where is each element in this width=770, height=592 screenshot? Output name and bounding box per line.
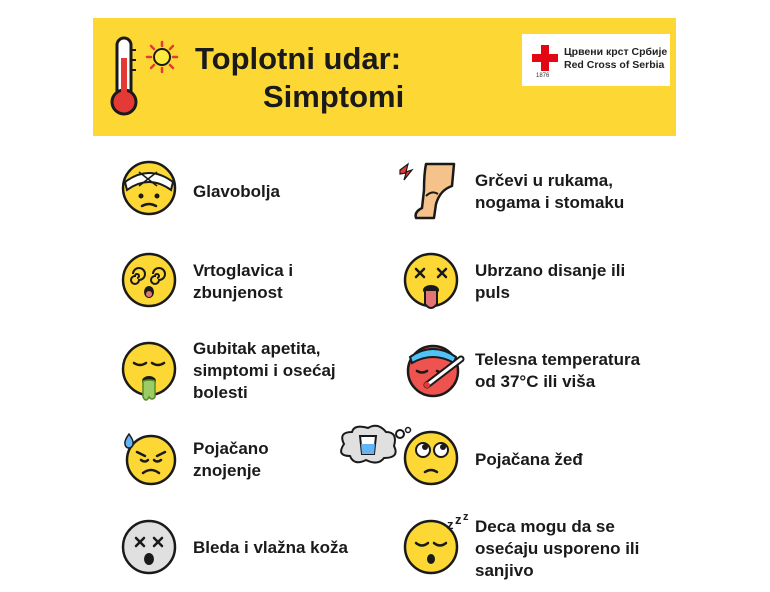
water-glass-thought-bubble-icon <box>334 424 412 468</box>
label-line: Gubitak apetita, <box>193 339 321 358</box>
symptom-label <box>193 537 348 559</box>
label-line: Bleda i vlažna koža <box>193 538 348 557</box>
label-line: znojenje <box>193 461 262 480</box>
label-line: Glavobolja <box>193 182 280 201</box>
panting-face-icon <box>403 252 459 312</box>
symptom-label <box>193 438 269 482</box>
svg-text:z: z <box>447 517 454 532</box>
sleepy-face-icon <box>403 513 475 575</box>
label-line: Pojačana žeđ <box>475 450 583 469</box>
label-line: Pojačano <box>193 439 269 458</box>
logo-text <box>564 46 667 72</box>
red-cross-icon <box>532 45 558 71</box>
label-line: zbunjenost <box>193 283 283 302</box>
thermometer-icon <box>107 36 141 118</box>
dizzy-face-icon <box>121 252 177 308</box>
label-line: nogama i stomaku <box>475 193 625 212</box>
sun-icon <box>145 40 179 74</box>
symptom-label <box>193 338 336 404</box>
pale-face-icon <box>121 519 177 575</box>
header-banner <box>93 18 676 136</box>
sweating-face-icon <box>121 430 177 486</box>
label-line: Grčevi u rukama, <box>475 171 613 190</box>
symptom-label <box>193 181 280 203</box>
label-line: Vrtoglavica i <box>193 261 294 280</box>
label-line: bolesti <box>193 383 248 402</box>
title-line-1: Toplotni udar: <box>195 41 402 76</box>
logo-line-2: Red Cross of Serbia <box>564 59 665 71</box>
logo-line-1: Црвени крст Србије <box>564 46 668 58</box>
label-line: Telesna temperatura <box>475 350 641 369</box>
label-line: osećaju usporeno ili <box>475 539 640 558</box>
label-line: puls <box>475 283 510 302</box>
bandaged-head-face-icon <box>121 160 177 216</box>
symptom-label <box>475 516 639 582</box>
page-title <box>195 40 404 116</box>
symptom-label <box>193 260 293 304</box>
label-line: sanjivo <box>475 561 534 580</box>
fever-thermometer-face-icon <box>403 339 465 399</box>
symptom-label <box>475 260 625 304</box>
symptom-label <box>475 449 583 471</box>
title-line-2: Simptomi <box>263 79 405 114</box>
label-line: Ubrzano disanje ili <box>475 261 626 280</box>
logo-year: 1876 <box>536 73 550 79</box>
label-line: simptomi i osećaj <box>193 361 336 380</box>
label-line: Deca mogu da se <box>475 517 615 536</box>
leg-cramp-icon <box>396 160 462 222</box>
thirsty-face-icon <box>403 430 459 486</box>
symptom-label <box>475 170 624 214</box>
vomiting-face-icon <box>121 341 177 405</box>
label-line: od 37°C ili viša <box>475 372 596 391</box>
red-cross-logo <box>522 34 670 86</box>
svg-text:z: z <box>463 513 469 523</box>
symptom-label <box>475 349 640 393</box>
svg-text:z: z <box>455 513 462 527</box>
